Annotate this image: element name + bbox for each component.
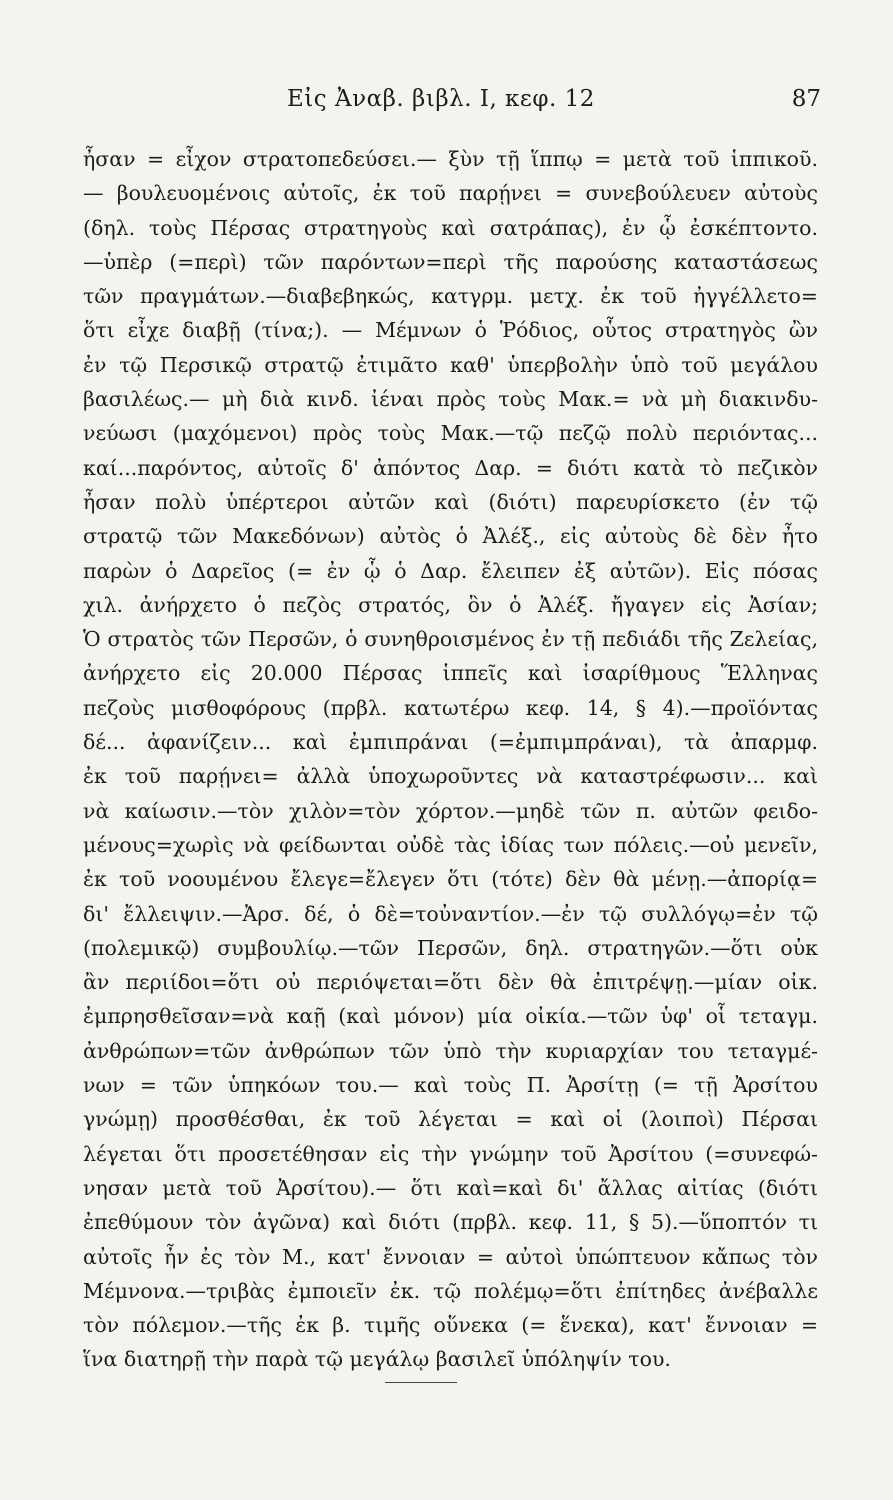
text-line: τὸν πόλεμον.—τῆς ἐκ β. τιμῆς οὕνεκα (= ἕνεκα), κατ' ἔννοιαν = xyxy=(83,1313,818,1338)
text-line: λέγεται ὅτι προσετέθησαν εἰς τὴν γνώμην τοῦ Ἀρσίτου (=συνεφώ- xyxy=(83,1141,818,1166)
text-line: ὅτι εἶχε διαβῇ (τίνα;). — Μέμνων ὁ Ῥόδιος, οὗτος στρατηγὸς ὢν xyxy=(83,318,818,343)
text-line: ἀνθρώπων=τῶν ἀνθρώπων τῶν ὑπὸ τὴν κυριαρχίαν του τεταγμέ- xyxy=(83,1038,818,1063)
text-line: ἦσαν πολὺ ὑπέρτεροι αὐτῶν καὶ (διότι) παρευρίσκετο (ἐν τῷ xyxy=(83,489,818,514)
text-line: δι' ἔλλειψιν.—Ἀρσ. δέ, ὁ δὲ=τοὐναντίον.—ἐν τῷ συλλόγῳ=ἐν τῷ xyxy=(83,901,818,926)
text-line: ἐμπρησθεῖσαν=νὰ καῇ (καὶ μόνον) μία οἰκία.—τῶν ὑφ' οἷ τεταγμ. xyxy=(83,1004,818,1029)
text-line: —ὑπὲρ (=περὶ) τῶν παρόντων=περὶ τῆς παρούσης καταστάσεως xyxy=(83,249,818,274)
text-line: νὰ καίωσιν.—τὸν χιλὸν=τὸν χόρτον.—μηδὲ τῶν π. αὐτῶν φειδο- xyxy=(83,798,818,823)
text-line: ἐν τῷ Περσικῷ στρατῷ ἐτιμᾶτο καθ' ὑπερβολὴν ὑπὸ τοῦ μεγάλου xyxy=(83,352,818,377)
running-head xyxy=(0,86,893,120)
text-line: στρατῷ τῶν Μακεδόνων) αὐτὸς ὁ Ἀλέξ., εἰς αὐτοὺς δὲ δὲν ἦτο xyxy=(83,524,818,549)
text-line: αὐτοῖς ἦν ἐς τὸν Μ., κατ' ἔννοιαν = αὐτοὶ ὑπώπτευον κἄπως τὸν xyxy=(83,1244,818,1269)
text-line: νεύωσι (μαχόμενοι) πρὸς τοὺς Μακ.—τῷ πεζῷ πολὺ περιόντας... xyxy=(83,421,818,446)
text-line: καί...παρόντος, αὐτοῖς δ' ἀπόντος Δαρ. = διότι κατὰ τὸ πεζικὸν xyxy=(83,455,818,480)
text-line: ἀνήρχετο εἰς 20.000 Πέρσας ἱππεῖς καὶ ἰσαρίθμους Ἕλληνας xyxy=(83,661,818,686)
closing-rule xyxy=(385,1382,457,1383)
text-line: χιλ. ἀνήρχετο ὁ πεζὸς στρατός, ὃν ὁ Ἀλέξ. ἤγαγεν εἰς Ἀσίαν; xyxy=(83,592,818,617)
text-line: τῶν πραγμάτων.—διαβεβηκώς, κατγρμ. μετχ. ἐκ τοῦ ἠγγέλλετο= xyxy=(83,284,818,309)
text-line: Ὁ στρατὸς τῶν Περσῶν, ὁ συνηθροισμένος ἐν τῇ πεδιάδι τῆς Ζελείας, xyxy=(83,627,818,652)
text-line: ἐκ τοῦ νοουμένου ἔλεγε=ἔλεγεν ὅτι (τότε) δὲν θὰ μένῃ.—ἀπορίᾳ= xyxy=(83,867,818,892)
text-line: ἐκ τοῦ παρῄνει= ἀλλὰ ὑποχωροῦντες νὰ καταστρέφωσιν... καὶ xyxy=(83,764,818,789)
text-line: νησαν μετὰ τοῦ Ἀρσίτου).— ὅτι καὶ=καὶ δι' ἄλλας αἰτίας (διότι xyxy=(83,1175,818,1200)
text-line: πεζοὺς μισθοφόρους (πρβλ. κατωτέρω κεφ. 14, § 4).—προϊόντας xyxy=(83,695,818,720)
text-line: νων = τῶν ὑπηκόων του.— καὶ τοὺς Π. Ἀρσίτῃ (= τῇ Ἀρσίτου xyxy=(83,1073,818,1098)
text-line: ἦσαν = εἶχον στρατοπεδεύσει.— ξὺν τῇ ἵππῳ = μετὰ τοῦ ἱππικοῦ. xyxy=(83,147,818,171)
text-line: γνώμῃ) προσθέσθαι, ἐκ τοῦ λέγεται = καὶ οἱ (λοιποὶ) Πέρσαι xyxy=(83,1107,818,1132)
text-line: ἐπεθύμουν τὸν ἀγῶνα) καὶ διότι (πρβλ. κεφ. 11, § 5).—ὕποπτόν τι xyxy=(83,1210,818,1235)
running-head-title: Εἰς Ἀναβ. βιβλ. Ι, κεφ. 12 xyxy=(287,86,595,112)
text-line: (δηλ. τοὺς Πέρσας στρατηγοὺς καὶ σατράπας), ἐν ᾧ ἐσκέπτοντο. xyxy=(83,215,818,240)
text-line: ἂν περιίδοι=ὅτι οὐ περιόψεται=ὅτι δὲν θὰ ἐπιτρέψῃ.—μίαν οἰκ. xyxy=(83,970,818,995)
text-line: (πολεμικῷ) συμβουλίῳ.—τῶν Περσῶν, δηλ. στρατηγῶν.—ὅτι οὐκ xyxy=(83,935,818,960)
text-line: ἵνα διατηρῇ τὴν παρὰ τῷ μεγάλῳ βασιλεῖ ὑπόληψίν του. xyxy=(83,1347,671,1372)
commentary-text xyxy=(83,142,818,1377)
text-line: δέ... ἀφανίζειν... καὶ ἐμπιπράναι (=ἐμπιμπράναι), τὰ ἀπαρμφ. xyxy=(83,730,818,755)
text-line: παρὼν ὁ Δαρεῖος (= ἐν ᾧ ὁ Δαρ. ἔλειπεν ἐξ αὐτῶν). Εἰς πόσας xyxy=(83,558,818,583)
text-line: — βουλευομένοις αὐτοῖς, ἐκ τοῦ παρῄνει = συνεβούλευεν αὐτοὺς xyxy=(83,181,818,206)
text-line: μένους=χωρὶς νὰ φείδωνται οὐδὲ τὰς ἰδίας των πόλεις.—οὐ μενεῖν, xyxy=(83,832,818,857)
page-number: 87 xyxy=(791,86,821,112)
text-line: βασιλέως.— μὴ διὰ κινδ. ἰέναι πρὸς τοὺς Μακ.= νὰ μὴ διακινδυ- xyxy=(83,387,818,412)
text-line: Μέμνονα.—τριβὰς ἐμποιεῖν ἐκ. τῷ πολέμῳ=ὅτι ἐπίτηδες ἀνέβαλλε xyxy=(83,1278,818,1303)
